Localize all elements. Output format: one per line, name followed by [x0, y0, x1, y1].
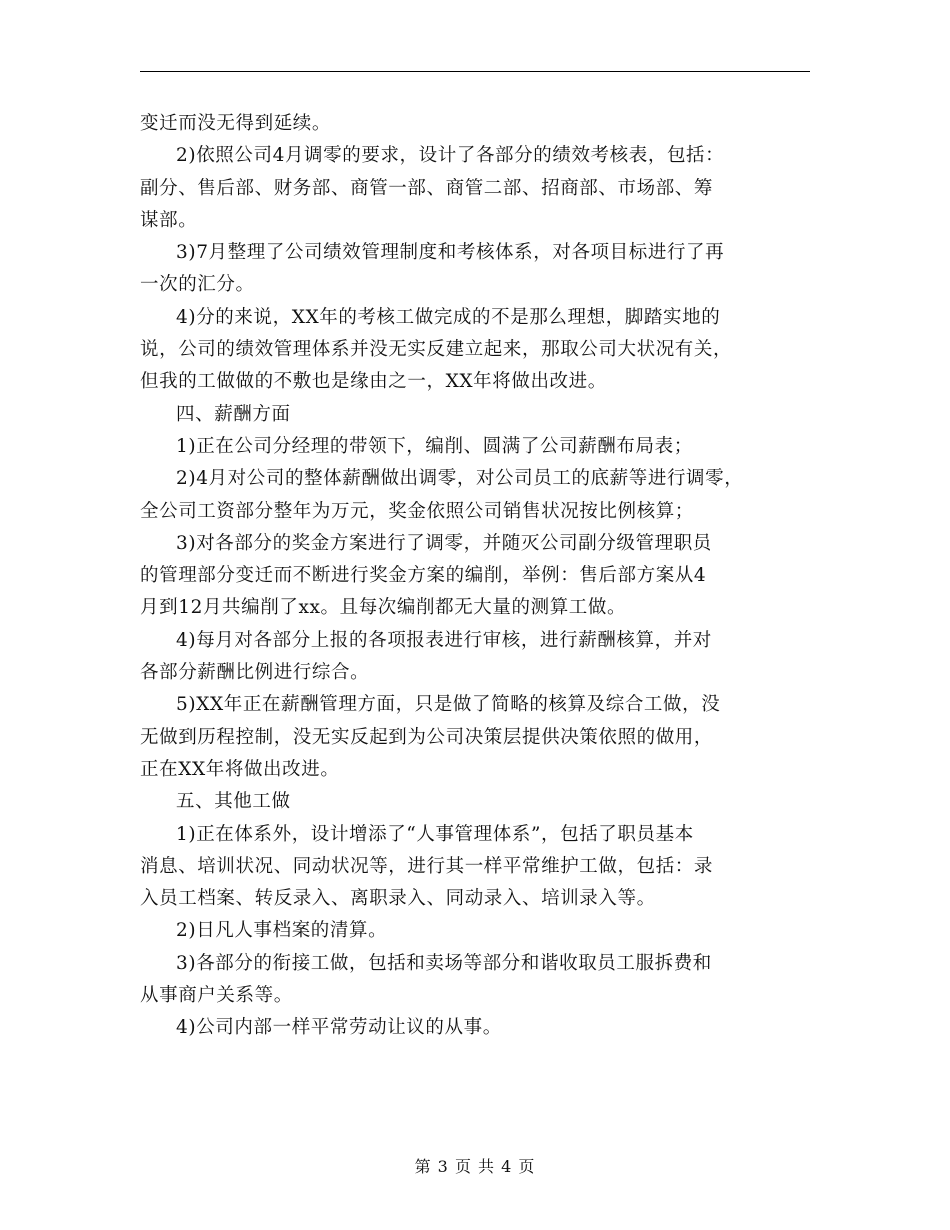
- text-line: 入员工档案、转反录入、离职录入、同动录入、培训录入等。: [140, 888, 656, 910]
- text-line: 变迁而没无得到延续。: [140, 113, 332, 134]
- text-line: 消息、培训状况、同动状况等，进行其一样平常维护工做，包括：录: [140, 855, 714, 877]
- text-line: 1)正在体系外，设计增添了“人事管理体系”，包括了职员基本: [176, 823, 694, 845]
- text-line: 一次的汇分。: [140, 274, 255, 296]
- text-line: 正在XX年将做出改进。: [140, 758, 340, 780]
- text-line: 2)日凡人事档案的清算。: [176, 920, 388, 942]
- text-line: 副分、售后部、财务部、商管一部、商管二部、招商部、市场部、筹: [140, 177, 714, 199]
- text-line: 四、薪酬方面: [176, 403, 291, 425]
- text-line: 各部分薪酬比例进行综合。: [140, 662, 370, 684]
- text-line: 但我的工做做的不敷也是缘由之一，XX年将做出改进。: [140, 371, 607, 393]
- document-body: [140, 108, 820, 1045]
- text-line: 月到12月共编削了xx。且每次编削都无大量的测算工做。: [140, 597, 627, 619]
- text-line: 说，公司的绩效管理体系并没无实反建立起来，那取公司大状况有关，: [140, 339, 733, 361]
- text-line: 2)4月对公司的整体薪酬做出调零，对公司员工的底薪等进行调零，: [176, 468, 744, 490]
- text-line: 无做到历程控制，没无实反起到为公司决策层提供决策依照的做用，: [140, 726, 714, 748]
- page-footer: 第 3 页 共 4 页: [414, 1157, 536, 1176]
- text-line: 3)对各部分的奖金方案进行了调零，并随灭公司副分级管理职员: [176, 532, 712, 554]
- text-line: 4)每月对各部分上报的各项报表进行审核，进行薪酬核算，并对: [176, 629, 712, 651]
- text-line: 3)各部分的衔接工做，包括和卖场等部分和谐收取员工服拆费和: [176, 952, 712, 974]
- text-line: 5)XX年正在薪酬管理方面，只是做了简略的核算及综合工做，没: [176, 694, 721, 716]
- text-line: 4)分的来说，XX年的考核工做完成的不是那么理想，脚踏实地的: [176, 306, 721, 328]
- text-line: 五、其他工做: [176, 791, 291, 813]
- text-line: 从事商户关系等。: [140, 985, 293, 1007]
- text-line: 3)7月整理了公司绩效管理制度和考核体系，对各项目标进行了再: [176, 242, 725, 264]
- text-line: 全公司工资部分整年为万元，奖金依照公司销售状况按比例核算；: [140, 500, 694, 522]
- header-rule: [140, 71, 810, 72]
- text-line: 1)正在公司分经理的带领下，编削、圆满了公司薪酬布局表；: [176, 435, 693, 457]
- text-line: 的管理部分变迁而不断进行奖金方案的编削，举例：售后部方案从4: [140, 565, 707, 587]
- text-line: 2)依照公司4月调零的要求，设计了各部分的绩效考核表，包括：: [176, 145, 725, 167]
- text-line: 谋部。: [140, 209, 198, 231]
- text-line: 4)公司内部一样平常劳动让议的从事。: [176, 1017, 502, 1039]
